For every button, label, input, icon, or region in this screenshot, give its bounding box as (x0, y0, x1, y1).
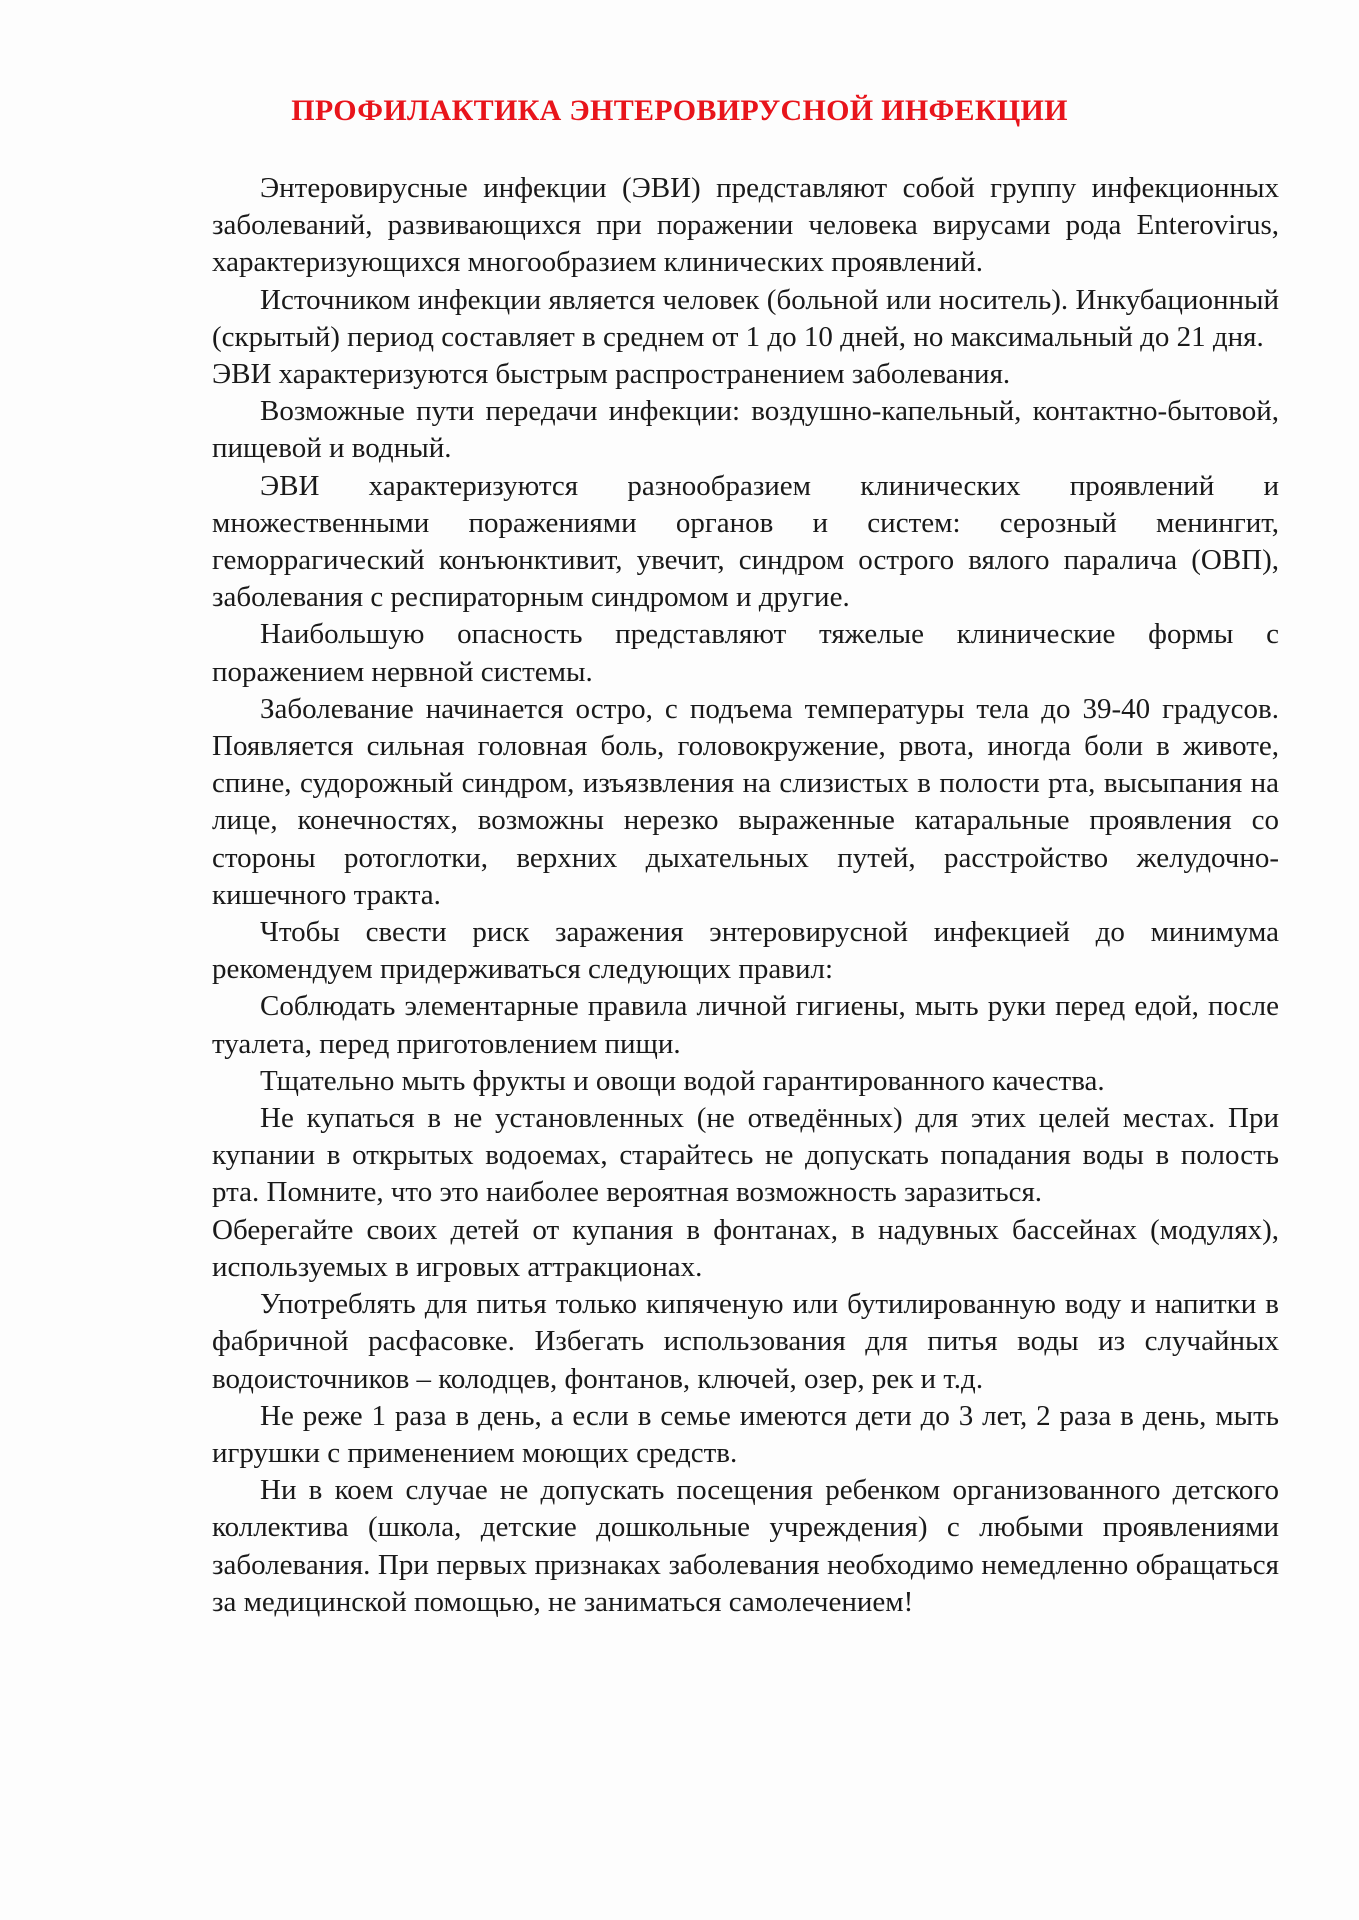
paragraph-transmission: Возможные пути передачи инфекции: воздушно-капельный, контактно-бытовой, пищевой и водный. (212, 395, 1279, 465)
paragraph-wash-produce: Тщательно мыть фрукты и овощи водой гарантированного качества. (260, 1064, 1105, 1097)
document-body (212, 170, 1279, 1621)
paragraph-drinking-water: Употреблять для питья только кипяченую или бутилированную воду и напитки в фабричной расфасовке. Избегать использования для питья воды из случайных водоисточников – колодцев, фонтанов, ключей, озер, рек и т.д. (212, 1288, 1279, 1395)
paragraph-symptoms: Заболевание начинается остро, с подъема температуры тела до 39-40 градусов. Появляется сильная головная боль, головокружение, рвота, иногда боли в животе, спине, судорожный синдром, изъязвления на слизистых в полости рта, высыпания на лице, конечностях, возможны нерезко выраженные катаральные проявления со стороны ротоглотки, верхних дыхательных путей, расстройство желудочно-кишечного тракта. (212, 692, 1279, 911)
paragraph-rules-intro: Чтобы свести риск заражения энтеровирусной инфекцией до минимума рекомендуем придерживаться следующих правил: (212, 916, 1279, 986)
paragraph-definition: Энтеровирусные инфекции (ЭВИ) представляют собой группу инфекционных заболеваний, развивающихся при поражении человека вирусами рода Enterovirus, характеризующихся многообразием клинических проявлений. (212, 172, 1279, 279)
document-title: ПРОФИЛАКТИКА ЭНТЕРОВИРУСНОЙ ИНФЕКЦИИ (291, 94, 1068, 127)
paragraph-source: Источником инфекции является человек (больной или носитель). Инкубационный (скрытый) период составляет в среднем от 1 до 10 дней, но максимальный до 21 дня. (212, 283, 1279, 353)
paragraph-medical-help: Ни в коем случае не допускать посещения ребенком организованного детского коллектива (школа, детские дошкольные учреждения) с любыми проявлениями заболевания. При первых признаках заболевания необходимо немедленно обращаться за медицинской помощью, не заниматься самолечением! (212, 1474, 1279, 1618)
paragraph-manifestations: ЭВИ характеризуются разнообразием клинических проявлений и множественными поражениями органов и систем: серозный менингит, геморрагический конъюнктивит, увечит, синдром острого вялого паралича (ОВП), заболевания с респираторным синдромом и другие. (212, 469, 1279, 614)
paragraph-spread: ЭВИ характеризуются быстрым распространением заболевания. (212, 358, 1011, 391)
paragraph-danger: Наибольшую опасность представляют тяжелые клинические формы с поражением нервной системы. (212, 618, 1279, 688)
paragraph-toys: Не реже 1 раза в день, а если в семье имеются дети до 3 лет, 2 раза в день, мыть игрушки с применением моющих средств. (212, 1399, 1279, 1469)
paragraph-fountains: Оберегайте своих детей от купания в фонтанах, в надувных бассейнах (модулях), используемых в игровых аттракционах. (212, 1213, 1279, 1283)
paragraph-hygiene: Соблюдать элементарные правила личной гигиены, мыть руки перед едой, после туалета, перед приготовлением пищи. (212, 990, 1279, 1060)
paragraph-swimming: Не купаться в не установленных (не отведённых) для этих целей местах. При купании в открытых водоемах, старайтесь не допускать попадания воды в полость рта. Помните, что это наиболее вероятная возможность заразиться. (212, 1102, 1279, 1209)
